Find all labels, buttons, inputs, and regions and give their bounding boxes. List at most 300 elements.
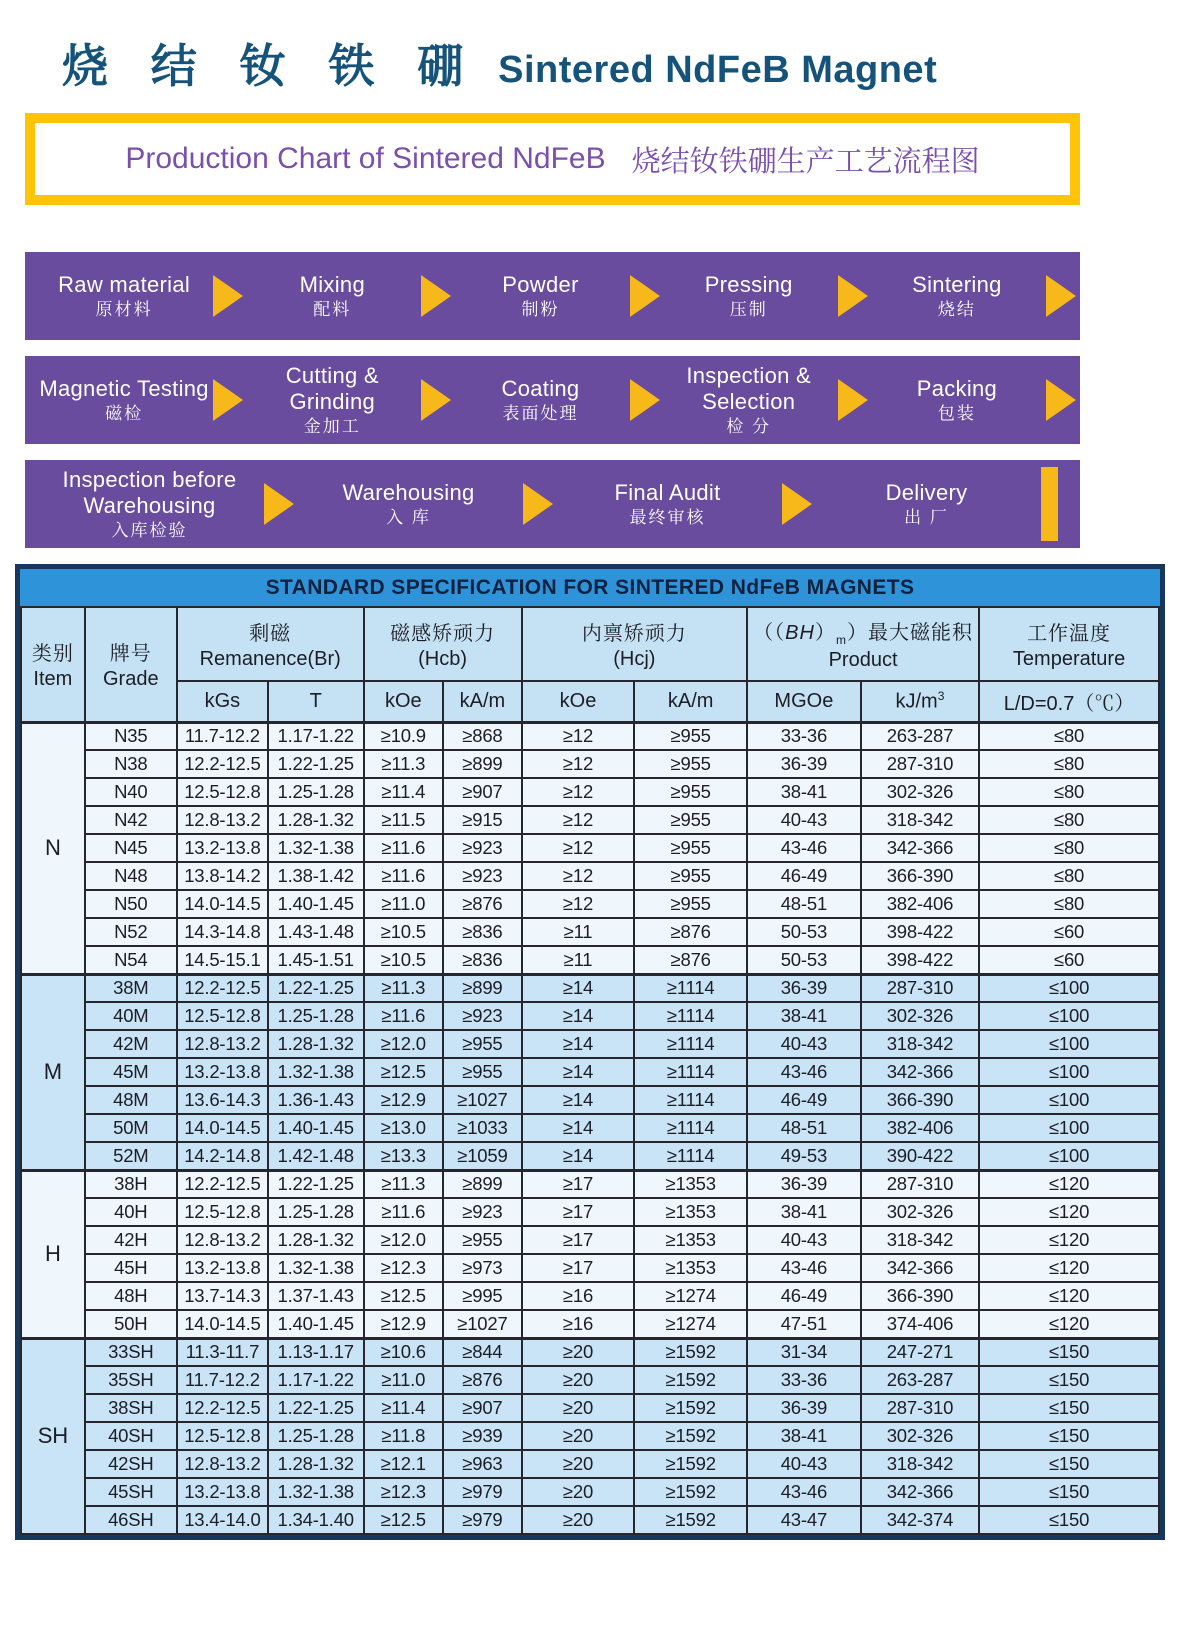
table-cell: 1.38-1.42 bbox=[268, 862, 364, 890]
spec-table bbox=[15, 564, 1165, 1540]
banner-title-english: Production Chart of Sintered NdFeB bbox=[125, 142, 606, 175]
table-row bbox=[21, 1366, 1159, 1394]
table-cell: 1.13-1.17 bbox=[268, 1338, 364, 1366]
table-cell: ≥17 bbox=[522, 1226, 635, 1254]
flow-step-label-en: Inspection & Selection bbox=[686, 363, 812, 414]
table-cell: 1.34-1.40 bbox=[268, 1506, 364, 1534]
section-item-label: SH bbox=[21, 1338, 85, 1534]
table-cell: ≥1592 bbox=[634, 1422, 747, 1450]
table-cell: ≥955 bbox=[634, 778, 747, 806]
table-cell: ≥955 bbox=[443, 1030, 522, 1058]
table-cell: ≥12.5 bbox=[364, 1058, 444, 1086]
table-cell: ≥1114 bbox=[634, 1114, 747, 1142]
table-cell: 1.17-1.22 bbox=[268, 722, 364, 750]
table-cell: 287-310 bbox=[861, 974, 979, 1002]
table-cell: ≥955 bbox=[634, 750, 747, 778]
table-row bbox=[21, 1170, 1159, 1198]
table-cell: ≥876 bbox=[443, 1366, 522, 1394]
grade-cell: 45H bbox=[85, 1254, 177, 1282]
table-cell: ≤60 bbox=[979, 946, 1159, 974]
flow-step-label-en: Pressing bbox=[704, 272, 793, 298]
table-cell: ≤150 bbox=[979, 1422, 1159, 1450]
flow-step-label-en: Final Audit bbox=[614, 480, 721, 506]
flow-step bbox=[35, 272, 213, 320]
table-row bbox=[21, 1058, 1159, 1086]
table-cell: 287-310 bbox=[861, 1394, 979, 1422]
table-cell: 36-39 bbox=[747, 750, 861, 778]
table-cell: 302-326 bbox=[861, 1002, 979, 1030]
grade-cell: 40SH bbox=[85, 1422, 177, 1450]
table-cell: ≤80 bbox=[979, 890, 1159, 918]
table-cell: ≥14 bbox=[522, 1086, 635, 1114]
table-cell: ≥12 bbox=[522, 890, 635, 918]
table-cell: 318-342 bbox=[861, 1450, 979, 1478]
table-cell: ≥1027 bbox=[443, 1310, 522, 1338]
flow-step bbox=[243, 272, 421, 320]
table-row bbox=[21, 1338, 1159, 1366]
table-cell: ≥11.4 bbox=[364, 1394, 444, 1422]
table-cell: 318-342 bbox=[861, 1226, 979, 1254]
table-cell: 31-34 bbox=[747, 1338, 861, 1366]
grade-cell: 52M bbox=[85, 1142, 177, 1170]
table-cell: 1.25-1.28 bbox=[268, 1002, 364, 1030]
table-cell: 38-41 bbox=[747, 1198, 861, 1226]
table-cell: ≥844 bbox=[443, 1338, 522, 1366]
table-cell: ≤100 bbox=[979, 1002, 1159, 1030]
table-cell: 382-406 bbox=[861, 890, 979, 918]
flow-end-bar bbox=[1041, 467, 1058, 541]
table-cell: 46-49 bbox=[747, 1282, 861, 1310]
table-cell: ≤80 bbox=[979, 722, 1159, 750]
table-cell: ≥12 bbox=[522, 834, 635, 862]
table-cell: 1.32-1.38 bbox=[268, 1058, 364, 1086]
flow-step bbox=[451, 272, 629, 320]
page-title-chinese: 烧 结 钕 铁 硼 bbox=[62, 40, 479, 92]
flow-arrow-icon bbox=[630, 275, 660, 317]
grade-cell: N45 bbox=[85, 834, 177, 862]
table-cell: ≥12 bbox=[522, 750, 635, 778]
table-row bbox=[21, 890, 1159, 918]
table-cell: 1.28-1.32 bbox=[268, 1226, 364, 1254]
table-cell: ≥1059 bbox=[443, 1142, 522, 1170]
table-cell: 1.40-1.45 bbox=[268, 1114, 364, 1142]
table-cell: 36-39 bbox=[747, 1394, 861, 1422]
flow-step bbox=[868, 376, 1046, 424]
flow-step-label-zh: 出 厂 bbox=[904, 508, 949, 528]
flow-arrow-icon bbox=[1046, 379, 1076, 421]
table-cell: 14.5-15.1 bbox=[177, 946, 268, 974]
table-cell: ≥14 bbox=[522, 1002, 635, 1030]
header-temperature: 工作温度 Temperature bbox=[979, 607, 1159, 681]
grade-cell: N54 bbox=[85, 946, 177, 974]
table-cell: 14.3-14.8 bbox=[177, 918, 268, 946]
table-cell: ≥14 bbox=[522, 974, 635, 1002]
page-title bbox=[62, 30, 1200, 96]
grade-cell: 45SH bbox=[85, 1478, 177, 1506]
table-cell: 1.37-1.43 bbox=[268, 1282, 364, 1310]
table-cell: 263-287 bbox=[861, 1366, 979, 1394]
table-cell: ≥1353 bbox=[634, 1170, 747, 1198]
table-cell: ≥899 bbox=[443, 1170, 522, 1198]
table-cell: ≥955 bbox=[634, 806, 747, 834]
table-cell: 342-374 bbox=[861, 1506, 979, 1534]
table-cell: 13.8-14.2 bbox=[177, 862, 268, 890]
grade-cell: 50H bbox=[85, 1310, 177, 1338]
table-cell: 1.22-1.25 bbox=[268, 1170, 364, 1198]
table-cell: 33-36 bbox=[747, 1366, 861, 1394]
table-cell: 1.22-1.25 bbox=[268, 750, 364, 778]
flow-step bbox=[660, 363, 838, 436]
table-cell: ≥12.0 bbox=[364, 1226, 444, 1254]
table-cell: ≤150 bbox=[979, 1394, 1159, 1422]
table-row bbox=[21, 1114, 1159, 1142]
table-cell: 11.7-12.2 bbox=[177, 722, 268, 750]
table-cell: ≥963 bbox=[443, 1450, 522, 1478]
table-cell: ≤150 bbox=[979, 1478, 1159, 1506]
grade-cell: 35SH bbox=[85, 1366, 177, 1394]
table-cell: ≤150 bbox=[979, 1338, 1159, 1366]
flow-arrow-icon bbox=[421, 275, 451, 317]
table-cell: ≥14 bbox=[522, 1142, 635, 1170]
table-cell: ≥14 bbox=[522, 1058, 635, 1086]
table-cell: 1.32-1.38 bbox=[268, 1478, 364, 1506]
table-cell: 382-406 bbox=[861, 1114, 979, 1142]
unit-mgoe: MGOe bbox=[747, 681, 861, 722]
table-cell: ≥11.6 bbox=[364, 862, 444, 890]
table-cell: 12.8-13.2 bbox=[177, 1226, 268, 1254]
table-cell: 1.43-1.48 bbox=[268, 918, 364, 946]
table-row bbox=[21, 1086, 1159, 1114]
grade-cell: 33SH bbox=[85, 1338, 177, 1366]
table-cell: 48-51 bbox=[747, 1114, 861, 1142]
table-cell: ≥868 bbox=[443, 722, 522, 750]
table-cell: 12.2-12.5 bbox=[177, 1170, 268, 1198]
flow-step-label-zh: 入库检验 bbox=[111, 521, 188, 541]
flow-step bbox=[660, 272, 838, 320]
table-row bbox=[21, 778, 1159, 806]
table-cell: ≥1033 bbox=[443, 1114, 522, 1142]
table-row bbox=[21, 1142, 1159, 1170]
table-cell: 1.42-1.48 bbox=[268, 1142, 364, 1170]
table-cell: 12.5-12.8 bbox=[177, 1422, 268, 1450]
table-cell: ≥10.9 bbox=[364, 722, 444, 750]
table-cell: 40-43 bbox=[747, 1226, 861, 1254]
table-row bbox=[21, 862, 1159, 890]
table-cell: 302-326 bbox=[861, 1422, 979, 1450]
table-cell: ≥1114 bbox=[634, 1058, 747, 1086]
flow-step bbox=[451, 376, 629, 424]
flow-step-label-zh: 磁检 bbox=[105, 404, 144, 424]
table-cell: 1.25-1.28 bbox=[268, 1422, 364, 1450]
table-cell: ≥11.8 bbox=[364, 1422, 444, 1450]
table-cell: 38-41 bbox=[747, 778, 861, 806]
grade-cell: 40H bbox=[85, 1198, 177, 1226]
header-product: $((BH)_m)$最大磁能积 Product bbox=[747, 607, 979, 681]
table-cell: ≥1592 bbox=[634, 1450, 747, 1478]
table-cell: ≤100 bbox=[979, 974, 1159, 1002]
table-cell: 43-47 bbox=[747, 1506, 861, 1534]
table-cell: 263-287 bbox=[861, 722, 979, 750]
flow-step-label-zh: 制粉 bbox=[521, 300, 560, 320]
table-cell: ≥10.5 bbox=[364, 946, 444, 974]
table-cell: 1.32-1.38 bbox=[268, 1254, 364, 1282]
table-cell: ≥12.3 bbox=[364, 1254, 444, 1282]
table-cell: ≥11.5 bbox=[364, 806, 444, 834]
flow-arrow-icon bbox=[213, 275, 243, 317]
production-chart-banner bbox=[25, 113, 1080, 205]
table-cell: 390-422 bbox=[861, 1142, 979, 1170]
table-cell: 12.8-13.2 bbox=[177, 1450, 268, 1478]
table-cell: 43-46 bbox=[747, 1254, 861, 1282]
table-cell: ≥11.6 bbox=[364, 1198, 444, 1226]
table-cell: ≥955 bbox=[443, 1058, 522, 1086]
table-cell: 13.2-13.8 bbox=[177, 1254, 268, 1282]
table-cell: ≥995 bbox=[443, 1282, 522, 1310]
table-row bbox=[21, 1030, 1159, 1058]
table-cell: ≥1592 bbox=[634, 1394, 747, 1422]
flow-step-label-en: Mixing bbox=[299, 272, 365, 298]
table-cell: 318-342 bbox=[861, 1030, 979, 1058]
table-cell: 366-390 bbox=[861, 862, 979, 890]
table-cell: 50-53 bbox=[747, 946, 861, 974]
table-cell: ≤100 bbox=[979, 1142, 1159, 1170]
table-cell: ≥12 bbox=[522, 806, 635, 834]
table-cell: ≥1114 bbox=[634, 1030, 747, 1058]
table-cell: ≥955 bbox=[634, 890, 747, 918]
table-cell: ≥979 bbox=[443, 1506, 522, 1534]
table-cell: ≤80 bbox=[979, 834, 1159, 862]
flow-step-label-en: Inspection before Warehousing bbox=[62, 467, 237, 518]
flow-step bbox=[35, 376, 213, 424]
spec-table-grid bbox=[20, 606, 1160, 1535]
table-cell: ≥20 bbox=[522, 1422, 635, 1450]
section-item-label: M bbox=[21, 974, 85, 1170]
table-cell: ≥12.9 bbox=[364, 1086, 444, 1114]
table-cell: ≥13.0 bbox=[364, 1114, 444, 1142]
table-cell: 1.28-1.32 bbox=[268, 1030, 364, 1058]
table-cell: ≥10.6 bbox=[364, 1338, 444, 1366]
table-cell: ≥20 bbox=[522, 1338, 635, 1366]
table-row bbox=[21, 722, 1159, 750]
table-cell: 342-366 bbox=[861, 1058, 979, 1086]
flow-arrow-icon bbox=[630, 379, 660, 421]
table-cell: ≥1592 bbox=[634, 1366, 747, 1394]
grade-cell: 40M bbox=[85, 1002, 177, 1030]
table-cell: 12.2-12.5 bbox=[177, 750, 268, 778]
unit-koe-hcb: kOe bbox=[364, 681, 444, 722]
table-row bbox=[21, 1478, 1159, 1506]
table-cell: ≥1353 bbox=[634, 1198, 747, 1226]
grade-cell: N38 bbox=[85, 750, 177, 778]
table-cell: ≥1114 bbox=[634, 1142, 747, 1170]
table-cell: ≥12 bbox=[522, 862, 635, 890]
table-cell: ≥12.0 bbox=[364, 1030, 444, 1058]
table-cell: ≥20 bbox=[522, 1366, 635, 1394]
flow-step bbox=[35, 467, 264, 540]
table-row bbox=[21, 1002, 1159, 1030]
table-cell: ≥20 bbox=[522, 1478, 635, 1506]
table-cell: 14.0-14.5 bbox=[177, 1310, 268, 1338]
header-grade: 牌号 Grade bbox=[85, 607, 177, 722]
table-cell: ≥876 bbox=[634, 918, 747, 946]
flow-step-label-zh: 入 库 bbox=[386, 508, 431, 528]
flow-step-label-en: Magnetic Testing bbox=[39, 376, 209, 402]
flow-step-label-zh: 原材料 bbox=[95, 300, 153, 320]
table-cell: ≥11 bbox=[522, 946, 635, 974]
table-cell: 1.17-1.22 bbox=[268, 1366, 364, 1394]
table-cell: ≥11.3 bbox=[364, 750, 444, 778]
table-cell: 12.5-12.8 bbox=[177, 778, 268, 806]
table-row bbox=[21, 974, 1159, 1002]
table-cell: 49-53 bbox=[747, 1142, 861, 1170]
grade-cell: 42M bbox=[85, 1030, 177, 1058]
table-cell: 48-51 bbox=[747, 890, 861, 918]
table-cell: ≥1592 bbox=[634, 1506, 747, 1534]
banner-title-chinese: 烧结钕铁硼生产工艺流程图 bbox=[631, 145, 980, 178]
table-cell: 12.8-13.2 bbox=[177, 806, 268, 834]
table-cell: ≤100 bbox=[979, 1058, 1159, 1086]
table-cell: 1.28-1.32 bbox=[268, 806, 364, 834]
table-cell: ≥907 bbox=[443, 778, 522, 806]
table-cell: ≥899 bbox=[443, 974, 522, 1002]
grade-cell: N42 bbox=[85, 806, 177, 834]
table-cell: 342-366 bbox=[861, 834, 979, 862]
table-cell: 342-366 bbox=[861, 1254, 979, 1282]
table-cell: 1.36-1.43 bbox=[268, 1086, 364, 1114]
table-cell: ≤120 bbox=[979, 1254, 1159, 1282]
table-cell: 302-326 bbox=[861, 1198, 979, 1226]
flow-step-label-en: Cutting & Grinding bbox=[285, 363, 379, 414]
table-cell: ≥12.1 bbox=[364, 1450, 444, 1478]
table-cell: 12.5-12.8 bbox=[177, 1198, 268, 1226]
table-cell: 33-36 bbox=[747, 722, 861, 750]
table-cell: ≥11.6 bbox=[364, 1002, 444, 1030]
table-cell: ≥1114 bbox=[634, 1086, 747, 1114]
table-cell: 46-49 bbox=[747, 1086, 861, 1114]
table-cell: 287-310 bbox=[861, 1170, 979, 1198]
table-cell: 287-310 bbox=[861, 750, 979, 778]
table-cell: 11.3-11.7 bbox=[177, 1338, 268, 1366]
table-cell: ≤120 bbox=[979, 1310, 1159, 1338]
table-row bbox=[21, 1310, 1159, 1338]
table-row bbox=[21, 918, 1159, 946]
table-cell: ≥836 bbox=[443, 918, 522, 946]
section-item-label: H bbox=[21, 1170, 85, 1338]
table-cell: ≤100 bbox=[979, 1086, 1159, 1114]
table-cell: ≤150 bbox=[979, 1450, 1159, 1478]
table-row bbox=[21, 1254, 1159, 1282]
section-item-label: N bbox=[21, 722, 85, 974]
table-cell: ≥923 bbox=[443, 834, 522, 862]
table-cell: 40-43 bbox=[747, 1030, 861, 1058]
flow-step bbox=[553, 480, 782, 528]
unit-koe-hcj: kOe bbox=[522, 681, 635, 722]
table-cell: 12.2-12.5 bbox=[177, 1394, 268, 1422]
table-cell: ≥939 bbox=[443, 1422, 522, 1450]
table-cell: ≥876 bbox=[443, 890, 522, 918]
flow-row bbox=[25, 252, 1080, 340]
table-cell: 47-51 bbox=[747, 1310, 861, 1338]
table-cell: ≤120 bbox=[979, 1198, 1159, 1226]
table-cell: 398-422 bbox=[861, 946, 979, 974]
table-cell: ≥11.3 bbox=[364, 1170, 444, 1198]
grade-cell: 38SH bbox=[85, 1394, 177, 1422]
table-cell: ≤150 bbox=[979, 1366, 1159, 1394]
table-cell: ≥11.0 bbox=[364, 890, 444, 918]
table-row bbox=[21, 1422, 1159, 1450]
table-cell: 36-39 bbox=[747, 1170, 861, 1198]
table-cell: 1.22-1.25 bbox=[268, 974, 364, 1002]
table-cell: 1.25-1.28 bbox=[268, 778, 364, 806]
table-cell: 366-390 bbox=[861, 1086, 979, 1114]
table-cell: ≥1274 bbox=[634, 1310, 747, 1338]
grade-cell: 42H bbox=[85, 1226, 177, 1254]
table-cell: ≥17 bbox=[522, 1170, 635, 1198]
table-row bbox=[21, 946, 1159, 974]
table-cell: ≥11.3 bbox=[364, 974, 444, 1002]
table-cell: ≥16 bbox=[522, 1310, 635, 1338]
unit-ld-temp: L/D=0.7（℃） bbox=[979, 681, 1159, 722]
table-cell: 36-39 bbox=[747, 974, 861, 1002]
flow-step-label-en: Raw material bbox=[58, 272, 191, 298]
table-cell: ≥12.5 bbox=[364, 1282, 444, 1310]
flow-step-label-en: Sintering bbox=[912, 272, 1002, 298]
grade-cell: N35 bbox=[85, 722, 177, 750]
table-cell: ≤80 bbox=[979, 806, 1159, 834]
header-item: 类别 Item bbox=[21, 607, 85, 722]
table-cell: ≤60 bbox=[979, 918, 1159, 946]
table-cell: ≤80 bbox=[979, 778, 1159, 806]
table-cell: ≤120 bbox=[979, 1226, 1159, 1254]
table-cell: 50-53 bbox=[747, 918, 861, 946]
flow-step-label-en: Coating bbox=[501, 376, 580, 402]
flow-arrow-icon bbox=[838, 275, 868, 317]
grade-cell: N40 bbox=[85, 778, 177, 806]
table-cell: ≥923 bbox=[443, 1002, 522, 1030]
table-cell: 13.2-13.8 bbox=[177, 834, 268, 862]
flow-step bbox=[868, 272, 1046, 320]
table-cell: ≥11.6 bbox=[364, 834, 444, 862]
flow-arrow-icon bbox=[523, 483, 553, 525]
page-title-english: Sintered NdFeB Magnet bbox=[498, 49, 938, 91]
header-hcj: 内禀矫顽力 (Hcj) bbox=[522, 607, 747, 681]
table-cell: 1.28-1.32 bbox=[268, 1450, 364, 1478]
unit-t: T bbox=[268, 681, 364, 722]
flow-chart bbox=[25, 252, 1080, 548]
table-cell: 38-41 bbox=[747, 1002, 861, 1030]
table-cell: ≥973 bbox=[443, 1254, 522, 1282]
table-cell: 13.4-14.0 bbox=[177, 1506, 268, 1534]
table-cell: ≥14 bbox=[522, 1114, 635, 1142]
table-cell: ≥923 bbox=[443, 862, 522, 890]
table-cell: ≤120 bbox=[979, 1282, 1159, 1310]
table-cell: 46-49 bbox=[747, 862, 861, 890]
flow-arrow-icon bbox=[421, 379, 451, 421]
flow-step-label-zh: 表面处理 bbox=[502, 404, 579, 424]
table-cell: ≥979 bbox=[443, 1478, 522, 1506]
table-cell: ≥12.9 bbox=[364, 1310, 444, 1338]
table-cell: ≥11.4 bbox=[364, 778, 444, 806]
table-cell: 247-271 bbox=[861, 1338, 979, 1366]
flow-step-label-zh: 最终审核 bbox=[629, 508, 706, 528]
table-cell: 13.2-13.8 bbox=[177, 1058, 268, 1086]
table-row bbox=[21, 1226, 1159, 1254]
table-cell: ≥10.5 bbox=[364, 918, 444, 946]
grade-cell: 38H bbox=[85, 1170, 177, 1198]
flow-step bbox=[294, 480, 523, 528]
table-row bbox=[21, 1506, 1159, 1534]
table-cell: 13.2-13.8 bbox=[177, 1478, 268, 1506]
